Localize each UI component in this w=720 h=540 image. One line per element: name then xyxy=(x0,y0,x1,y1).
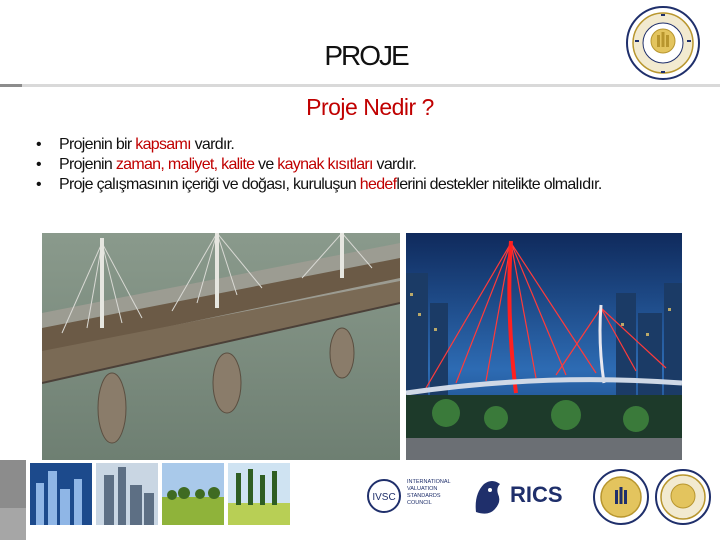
header-divider xyxy=(0,84,720,87)
bullet-text: Projenin bir xyxy=(59,136,136,153)
university-seal-footer-icon-2 xyxy=(654,468,712,526)
slide-title: PROJE xyxy=(324,40,408,71)
bullet-item xyxy=(36,136,676,154)
city-night-thumbnail xyxy=(30,463,92,525)
field-thumbnail xyxy=(162,463,224,525)
bullet-text: lerini destekler nitelikte olmalıdır. xyxy=(396,176,602,193)
header-divider-accent xyxy=(0,84,22,87)
bullet-list xyxy=(36,136,676,196)
city-towers-thumbnail xyxy=(96,463,158,525)
bullet-text: Projenin xyxy=(59,156,116,173)
bullet-highlight: hedef xyxy=(359,176,397,193)
bullet-text: ve xyxy=(254,156,278,173)
bullet-highlight: zaman, maliyet, kalite xyxy=(115,156,255,173)
bullet-text: vardır. xyxy=(190,136,235,153)
ivsc-logo-icon xyxy=(366,478,402,514)
bullet-text: vardır. xyxy=(372,156,417,173)
bullet-highlight: kaynak kısıtları xyxy=(277,156,373,173)
rics-wordmark: RICS xyxy=(510,482,563,507)
svg-text:IVSC: IVSC xyxy=(372,492,396,503)
ivsc-caption: INTERNATIONAL VALUATION STANDARDS COUNCIL xyxy=(407,479,451,506)
trees-thumbnail xyxy=(228,463,290,525)
bullet-highlight: kapsamı xyxy=(135,136,191,153)
slide-subtitle: Proje Nedir ? xyxy=(306,94,434,120)
bullet-item xyxy=(36,176,676,194)
bridge-aerial-photo xyxy=(42,233,400,460)
university-seal-footer-icon xyxy=(592,468,650,526)
university-seal-icon xyxy=(625,5,701,81)
bullet-item xyxy=(36,156,676,174)
bridge-night-photo xyxy=(406,233,682,460)
bullet-text: Proje çalışmasının içeriği ve doğası, kuruluşun xyxy=(59,176,360,193)
rics-lion-icon xyxy=(470,474,506,518)
footer-side-bar-light xyxy=(0,508,26,540)
